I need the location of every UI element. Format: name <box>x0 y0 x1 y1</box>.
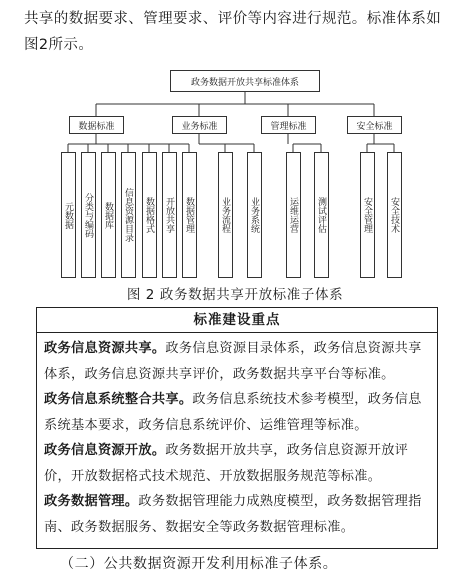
leaf-node: 测试评估 <box>314 152 329 278</box>
category-management-standards: 管理标准 <box>261 116 316 134</box>
standards-tree-diagram <box>55 66 435 281</box>
category-data-standards: 数据标准 <box>69 116 124 134</box>
figure-caption: 图 2 政务数据共享开放标准子体系 <box>126 287 344 303</box>
leaf-node: 安全技术 <box>387 152 402 278</box>
key-points-title: 标准建设重点 <box>37 308 437 333</box>
leaf-node: 数据管理 <box>182 152 197 278</box>
leaf-node: 数据格式 <box>142 152 157 278</box>
key-point-item <box>44 438 431 489</box>
key-points-box <box>36 307 438 549</box>
leaf-node: 业务流程 <box>218 152 233 278</box>
root-node: 政务数据开放共享标准体系 <box>170 70 320 92</box>
leaf-node: 开放共享 <box>162 152 177 278</box>
key-point-item <box>44 489 431 540</box>
key-point-item <box>44 387 431 438</box>
leaf-node: 运维运营 <box>286 152 301 278</box>
section-subheading: （二）公共数据资源开发利用标准子体系。 <box>60 556 338 572</box>
leaf-node: 业务系统 <box>247 152 262 278</box>
key-point-text: 政务数据管理能力成熟度模型，政务数据管理指南、政务数据服务、数据安全等政务数据管理标准。 <box>44 494 422 535</box>
category-business-standards: 业务标准 <box>172 116 227 134</box>
leaf-node: 数据库 <box>101 152 116 278</box>
leaf-node: 安全管理 <box>360 152 375 278</box>
leaf-node: 信息资源目录 <box>121 152 136 278</box>
key-point-heading: 政务信息资源共享。 <box>44 341 166 356</box>
key-point-heading: 政务信息系统整合共享。 <box>44 392 193 407</box>
key-point-text: 政务信息资源目录体系，政务信息资源共享体系，政务信息资源共享评价，政务数据共享平台等标准。 <box>44 341 422 382</box>
leaf-node: 分类与编码 <box>81 152 96 278</box>
category-security-standards: 安全标准 <box>347 116 402 134</box>
leaf-node: 元数据 <box>61 152 76 278</box>
key-point-item <box>44 336 431 387</box>
key-point-heading: 政务信息资源开放。 <box>44 443 166 458</box>
intro-paragraph: 共享的数据要求、管理要求、评价等内容进行规范。标准体系如图2所示。 <box>24 11 442 53</box>
key-point-text: 政务数据开放共享，政务信息资源开放评价，开放数据格式技术规范、开放数据服务规范等标准。 <box>44 443 409 484</box>
key-point-heading: 政务数据管理。 <box>44 494 139 509</box>
key-point-text: 政务信息系统技术参考模型，政务信息系统基本要求，政务信息系统评价、运维管理等标准。 <box>44 392 422 433</box>
